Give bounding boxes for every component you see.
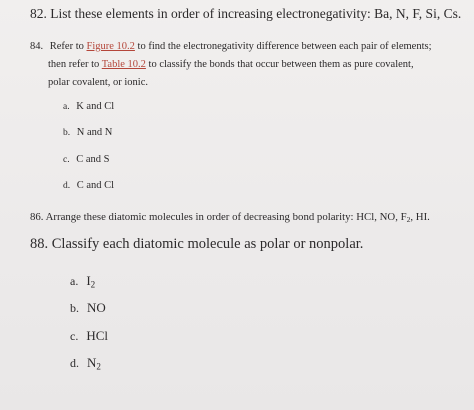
question-86 (30, 211, 430, 223)
question-84-mid: to find the electronegativity difference between each pair of elements; (137, 41, 432, 52)
question-84-item-a (63, 101, 114, 112)
question-88-item-a (70, 273, 95, 289)
item-letter: b. (70, 301, 79, 315)
question-86-subscript: 2 (406, 214, 411, 224)
item-formula: HCl (86, 328, 108, 343)
question-84-item-b (63, 127, 112, 138)
item-letter: c. (63, 155, 70, 165)
question-86-number: 86. (30, 211, 44, 223)
item-text: N and N (76, 127, 113, 138)
question-88 (30, 236, 363, 253)
question-84-pre: Refer to (49, 41, 84, 52)
item-formula-subscript: 2 (96, 361, 101, 372)
question-84-item-d (63, 180, 114, 191)
question-84-line2-post: to classify the bonds that occur between them as pure covalent, (148, 59, 414, 70)
question-82-text: List these elements in order of increasing electronegativity: Ba, N, F, Si, Cs. (50, 6, 462, 21)
item-letter: a. (63, 102, 70, 112)
question-88-item-d (70, 355, 101, 371)
item-text: C and Cl (76, 180, 115, 191)
item-formula: NO (87, 300, 106, 315)
question-82 (30, 6, 461, 22)
question-84-item-c (63, 154, 109, 165)
table-10-2-link[interactable]: Table 10.2 (101, 59, 146, 70)
question-88-item-c (70, 328, 108, 344)
item-text: K and Cl (76, 101, 115, 112)
item-letter: d. (63, 181, 71, 191)
item-letter: b. (63, 128, 71, 138)
question-88-item-b (70, 300, 106, 316)
question-84-number: 84. (30, 41, 44, 52)
question-88-text: Classify each diatomic molecule as polar or nonpolar. (51, 236, 364, 252)
item-formula: N (87, 355, 97, 370)
item-formula-subscript: 2 (90, 279, 96, 290)
question-86-text: Arrange these diatomic molecules in order of decreasing bond polarity: HCl, NO, F (45, 211, 407, 223)
item-letter: c. (70, 329, 79, 343)
question-84-line2 (30, 56, 450, 74)
item-text: C and S (76, 154, 110, 165)
item-formula: I (86, 273, 91, 288)
question-88-number: 88. (30, 236, 49, 252)
question-84-line3: polar covalent, or ionic. (48, 77, 149, 88)
question-84 (30, 38, 450, 92)
item-letter: d. (70, 356, 79, 370)
question-86-tail: , HI. (410, 211, 430, 223)
question-82-number: 82. (30, 6, 47, 21)
item-letter: a. (70, 274, 79, 288)
question-84-line2-pre: then refer to (48, 59, 100, 70)
figure-10-2-link[interactable]: Figure 10.2 (86, 41, 135, 52)
